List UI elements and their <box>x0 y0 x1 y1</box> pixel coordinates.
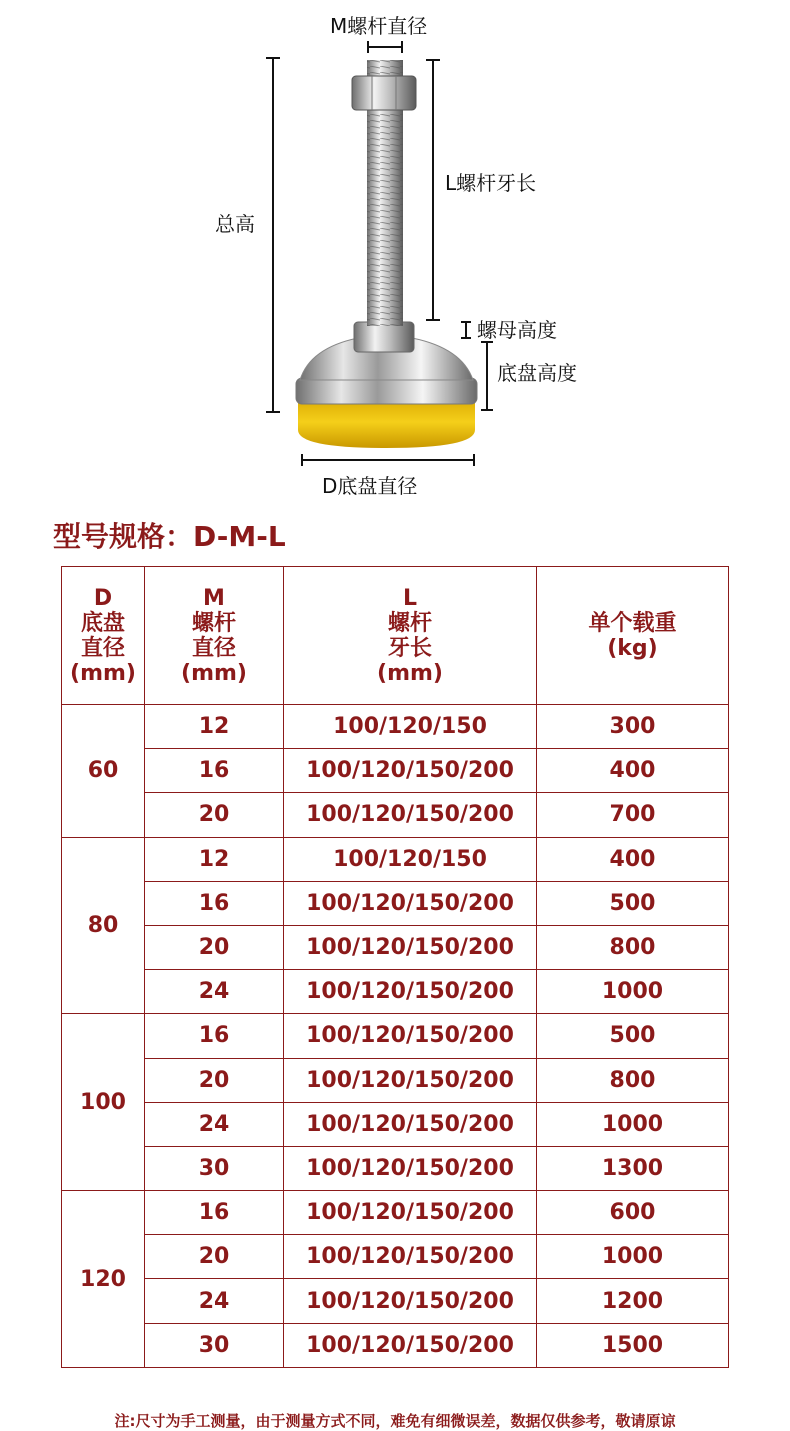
cell-m: 12 <box>145 837 284 881</box>
table-row <box>62 1235 729 1279</box>
cell-d: 60 <box>62 705 145 838</box>
cell-l: 100/120/150/200 <box>284 1323 537 1367</box>
cell-d: 100 <box>62 1014 145 1191</box>
cell-l: 100/120/150/200 <box>284 1235 537 1279</box>
label-total-height: 总高 <box>215 212 255 236</box>
cell-l: 100/120/150/200 <box>284 1014 537 1058</box>
table-row <box>62 1323 729 1367</box>
cell-load: 800 <box>537 925 729 969</box>
cell-load: 300 <box>537 705 729 749</box>
footnote: 注:尺寸为手工测量，由于测量方式不同，难免有细微误差，数据仅供参考，敬请原谅 <box>114 1412 676 1430</box>
table-row <box>62 837 729 881</box>
spec-title: 型号规格：D-M-L <box>53 520 286 553</box>
cell-l: 100/120/150/200 <box>284 1058 537 1102</box>
table-row <box>62 881 729 925</box>
cell-l: 100/120/150/200 <box>284 970 537 1014</box>
leveling-foot-illustration <box>0 0 790 510</box>
cell-l: 100/120/150/200 <box>284 1102 537 1146</box>
cell-l: 100/120/150/200 <box>284 881 537 925</box>
cell-m: 30 <box>145 1146 284 1190</box>
cell-load: 1000 <box>537 970 729 1014</box>
cell-m: 30 <box>145 1323 284 1367</box>
cell-m: 20 <box>145 925 284 969</box>
cell-l: 100/120/150/200 <box>284 1146 537 1190</box>
label-d-base-diameter: D底盘直径 <box>322 474 418 498</box>
cell-m: 12 <box>145 705 284 749</box>
header-l: L 螺杆 牙长 (mm) <box>284 567 537 705</box>
table-row <box>62 1279 729 1323</box>
cell-load: 1000 <box>537 1235 729 1279</box>
cell-load: 800 <box>537 1058 729 1102</box>
cell-l: 100/120/150 <box>284 837 537 881</box>
table-row <box>62 749 729 793</box>
cell-m: 16 <box>145 881 284 925</box>
cell-load: 700 <box>537 793 729 837</box>
cell-load: 600 <box>537 1191 729 1235</box>
cell-l: 100/120/150/200 <box>284 925 537 969</box>
table-header-row <box>62 567 729 705</box>
table-row <box>62 1146 729 1190</box>
cell-l: 100/120/150/200 <box>284 793 537 837</box>
cell-m: 24 <box>145 970 284 1014</box>
cell-l: 100/120/150 <box>284 705 537 749</box>
header-load: 单个载重 (kg) <box>537 567 729 705</box>
cell-m: 20 <box>145 1058 284 1102</box>
table-row <box>62 793 729 837</box>
cell-load: 500 <box>537 881 729 925</box>
cell-d: 80 <box>62 837 145 1014</box>
label-nut-height: 螺母高度 <box>477 318 557 342</box>
header-m: M 螺杆 直径 (mm) <box>145 567 284 705</box>
cell-m: 20 <box>145 1235 284 1279</box>
label-base-height: 底盘高度 <box>497 361 577 385</box>
cell-load: 400 <box>537 749 729 793</box>
cell-l: 100/120/150/200 <box>284 1279 537 1323</box>
product-diagram <box>0 0 790 510</box>
cell-m: 20 <box>145 793 284 837</box>
label-l-thread-length: L螺杆牙长 <box>445 171 537 195</box>
table-row <box>62 925 729 969</box>
cell-l: 100/120/150/200 <box>284 1191 537 1235</box>
table-row <box>62 970 729 1014</box>
cell-load: 400 <box>537 837 729 881</box>
spec-table <box>61 566 729 1368</box>
cell-load: 1500 <box>537 1323 729 1367</box>
table-row <box>62 1102 729 1146</box>
cell-load: 1300 <box>537 1146 729 1190</box>
table-row <box>62 1058 729 1102</box>
label-m-diameter: M螺杆直径 <box>330 14 428 38</box>
cell-m: 24 <box>145 1279 284 1323</box>
table-row <box>62 705 729 749</box>
cell-load: 1200 <box>537 1279 729 1323</box>
cell-d: 120 <box>62 1191 145 1368</box>
cell-load: 500 <box>537 1014 729 1058</box>
cell-m: 24 <box>145 1102 284 1146</box>
cell-m: 16 <box>145 1191 284 1235</box>
cell-m: 16 <box>145 749 284 793</box>
cell-m: 16 <box>145 1014 284 1058</box>
table-row <box>62 1014 729 1058</box>
cell-load: 1000 <box>537 1102 729 1146</box>
header-d: D 底盘 直径 (mm) <box>62 567 145 705</box>
table-row <box>62 1191 729 1235</box>
cell-l: 100/120/150/200 <box>284 749 537 793</box>
